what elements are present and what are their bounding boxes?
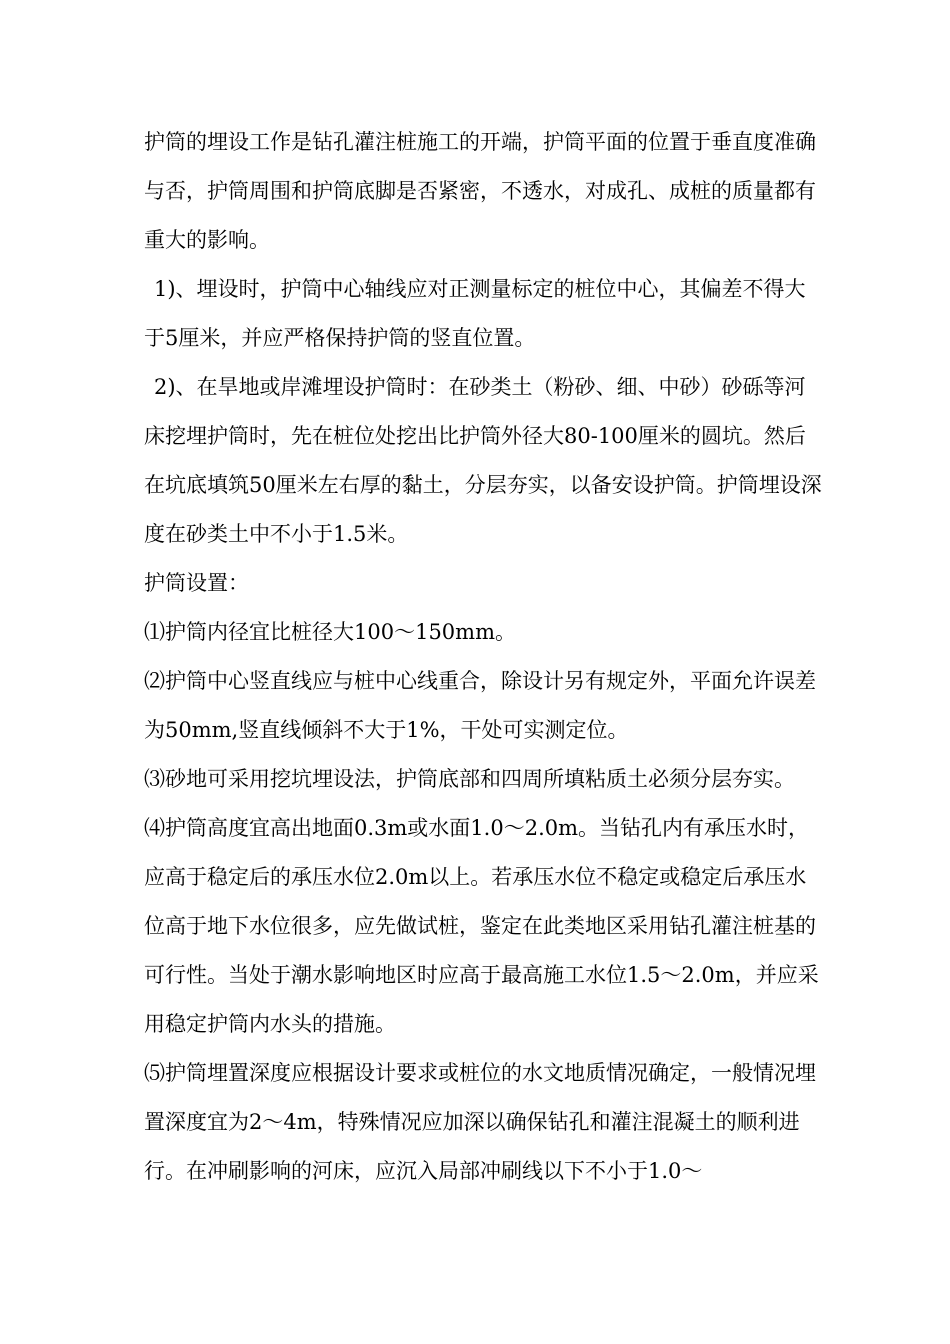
paragraph-intro: 护筒的埋设工作是钻孔灌注桩施工的开端，护筒平面的位置于垂直度准确与否，护筒周围和护筒底脚是否紧密，不透水，对成孔、成桩的质量都有重大的影响。 [144,130,816,252]
section-heading-casing-setup: 护筒设置： [144,571,249,595]
paragraph-rule-3: ⑶砂地可采用挖坑埋设法，护筒底部和四周所填粘质土必须分层夯实。 [144,767,795,791]
paragraph-item-2: 2)、在旱地或岸滩埋设护筒时：在砂类土（粉砂、细、中砂）砂砾等河床挖埋护筒时，先在桩位处挖出比护筒外径大80-100厘米的圆坑。然后在坑底填筑50厘米左右厚的黏土，分层夯实，以备安设护筒。护筒埋设深度在砂类土中不小于1.5米。 [144,375,822,546]
paragraph-rule-4: ⑷护筒高度宜高出地面0.3m或水面1.0～2.0m。当钻孔内有承压水时，应高于稳定后的承压水位2.0m以上。若承压水位不稳定或稳定后承压水位高于地下水位很多，应先做试桩，鉴定在此类地区采用钻孔灌注桩基的可行性。当处于潮水影响地区时应高于最高施工水位1.5～2.0m，并应采用稳定护筒内水头的措施。 [144,816,819,1036]
paragraph-rule-1: ⑴护筒内径宜比桩径大100～150mm。 [144,620,516,644]
document-body [144,118,824,1196]
paragraph-rule-5: ⑸护筒埋置深度应根据设计要求或桩位的水文地质情况确定，一般情况埋置深度宜为2～4m，特殊情况应加深以确保钻孔和灌注混凝土的顺利进行。在冲刷影响的河床，应沉入局部冲刷线以下不小于1.0～ [144,1061,816,1183]
paragraph-item-1: 1)、埋设时，护筒中心轴线应对正测量标定的桩位中心，其偏差不得大于5厘米，并应严格保持护筒的竖直位置。 [144,277,806,350]
paragraph-rule-2: ⑵护筒中心竖直线应与桩中心线重合，除设计另有规定外，平面允许误差为50mm,竖直线倾斜不大于1%，干处可实测定位。 [144,669,816,742]
